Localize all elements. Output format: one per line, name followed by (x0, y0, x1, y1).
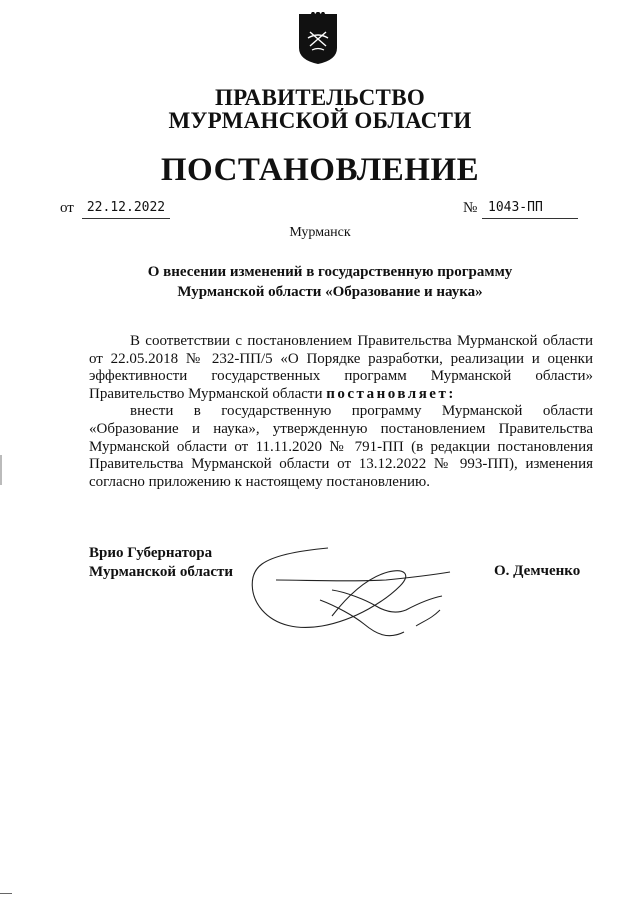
government-title-line1: ПРАВИТЕЛЬСТВО (214, 85, 426, 110)
body-paragraph-1 (89, 333, 593, 403)
handwritten-signature (236, 540, 456, 660)
document-type-title: ПОСТАНОВЛЕНИЕ (160, 152, 480, 188)
document-date: 22.12.2022 (82, 198, 170, 219)
scan-margin-mark (0, 893, 12, 894)
signatory-title-line1: Врио Губернатора (89, 545, 213, 561)
document-number: 1043-ПП (482, 198, 578, 219)
signatory-title-line2: Мурманской области (89, 564, 234, 580)
number-prefix: № (463, 200, 478, 216)
document-body (89, 333, 593, 491)
coat-of-arms-icon (297, 12, 339, 66)
decree-action-word: постановляет: (326, 385, 456, 402)
date-prefix: от (60, 200, 74, 216)
scan-margin-mark (0, 455, 2, 485)
signatory-title (89, 544, 233, 582)
document-subject (100, 262, 560, 302)
body-paragraph-2: внести в государственную программу Мурманской области «Образование и наука», утвержденную постановлением Правительства Мурманской области от 11.11.2020 № 791-ПП (в редакции постановления Правительства Мурманской области от 13.12.2022 № 993-ПП), изменения согласно приложению к настоящему постановлению. (89, 403, 593, 490)
subject-line1: О внесении изменений в государственную программу (147, 264, 513, 280)
subject-line2: Мурманской области «Образование и наука» (177, 284, 483, 300)
government-title-line2: МУРМАНСКОЙ ОБЛАСТИ (168, 108, 472, 133)
body-paragraph-1-text: В соответствии с постановлением Правительства Мурманской области от 22.05.2018 № 232-ПП/5 «О Порядке разработки, реализации и оценки эффективности государственных программ Мурманской области» Правительство Мурманской области (89, 333, 593, 402)
signatory-name: О. Демченко (494, 563, 581, 579)
city-name: Мурманск (289, 225, 351, 240)
